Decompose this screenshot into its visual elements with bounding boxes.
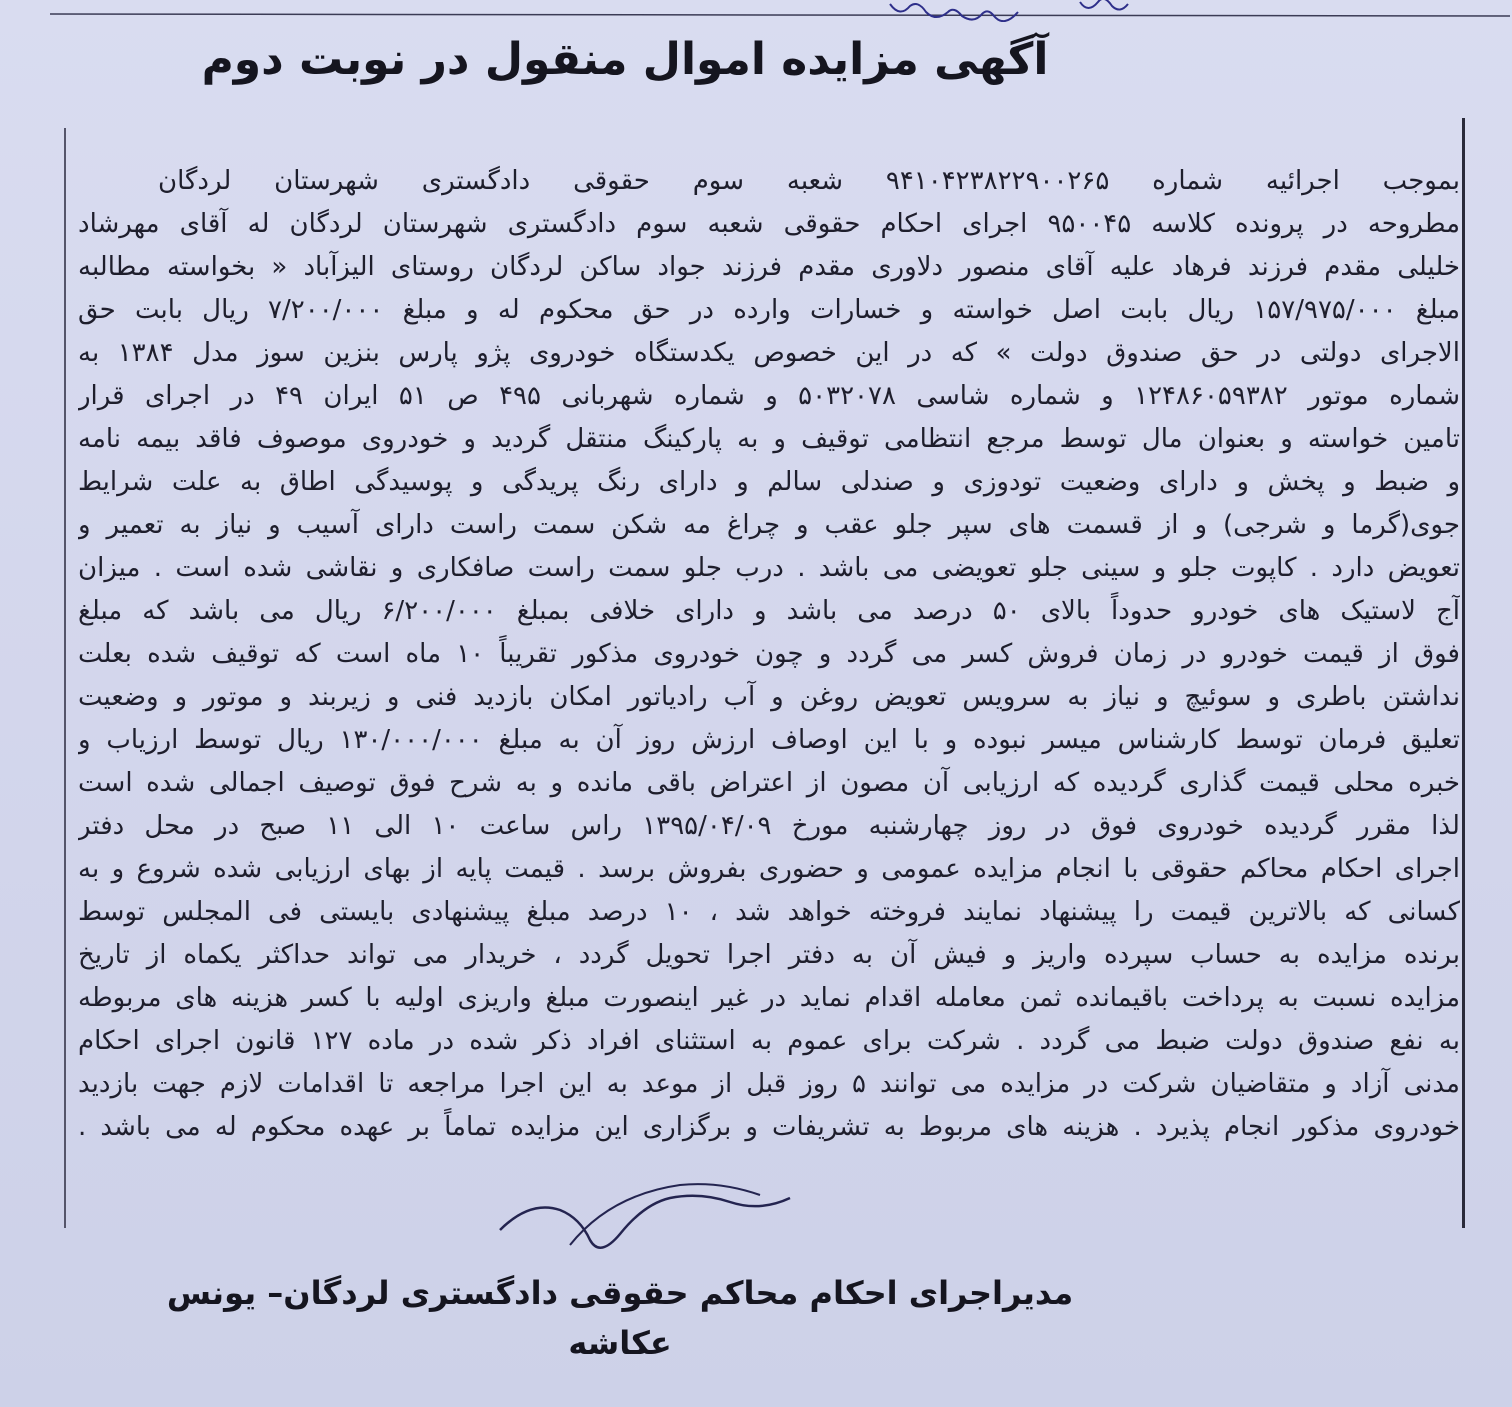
body-line: کسانی که بالاترین قیمت را پیشنهاد نمایند فروخته خواهد شد ، ۱۰ درصد مبلغ پیشنهادی بایستی فی المجلس توسط (78, 897, 1460, 927)
body-line: جوی(گرما و شرجی) و از قسمت های سپر جلو عقب و چراغ مه شکن سمت راست دارای آسیب و نیاز به تعمیر و (78, 510, 1460, 540)
body-line: لذا مقرر گردیده خودروی فوق در روز چهارشنبه مورخ ۱۳۹۵/۰۴/۰۹ راس ساعت ۱۰ الی ۱۱ صبح در محل دفتر (78, 811, 1460, 841)
body-line: فوق از قیمت خودرو در زمان فروش کسر می گردد و چون خودروی مذکور تقریباً ۱۰ ماه است که توقیف شده بعلت (78, 639, 1460, 669)
body-line: تعویض دارد . کاپوت جلو و سینی جلو تعویضی می باشد . درب جلو سمت راست صافکاری و نقاشی شده است . میزان (78, 553, 1460, 583)
body-line: و ضبط و پخش و دارای وضعیت تودوزی و صندلی سالم و دارای رنگ پریدگی و پوسیدگی اطاق به علت شرایط (78, 467, 1460, 497)
handwriting-scribble (50, 0, 1510, 22)
notice-title: آگهی مزایده اموال منقول در نوبت دوم (201, 34, 1049, 85)
body-line: خودروی مذکور انجام پذیرد . هزینه های مربوط به تشریفات و برگزاری این مزایده تماماً بر عهده محکوم له می باشد . (78, 1112, 1460, 1142)
body-line: آج لاستیک های خودرو حدوداً بالای ۵۰ درصد می باشد و دارای خلافی بمبلغ ۶/۲۰۰/۰۰۰ ریال می باشد که مبلغ (78, 596, 1460, 626)
footer-signatory: مدیراجرای احکام محاکم حقوقی دادگستری لردگان– یونس عکاشه (166, 1274, 1074, 1362)
body-line: مزایده نسبت به پرداخت باقیمانده ثمن معامله اقدام نماید در غیر اینصورت مبلغ واریزی اولیه با کسر هزینه های مربوطه (78, 983, 1460, 1013)
body-line: به نفع صندوق دولت ضبط می گردد . شرکت برای عموم به استثنای افراد ذکر شده در ماده ۱۲۷ قانون اجرای احکام (78, 1026, 1460, 1056)
body-line: مدنی آزاد و متقاضیان شرکت در مزایده می توانند ۵ روز قبل از موعد به این اجرا مراجعه تا اقدامات لازم جهت بازدید (78, 1069, 1460, 1099)
body-line: نداشتن باطری و سوئیچ و نیاز به سرویس تعویض روغن و آب رادیاتور امکان بازدید فنی و زیربند و موتور و وضعیت (78, 682, 1460, 712)
frame-right-border (1462, 118, 1465, 1228)
body-line: اجرای احکام محاکم حقوقی با انجام مزایده عمومی و حضوری بفروش برسد . قیمت پایه از بهای ارزیابی شده شروع و به (78, 854, 1460, 884)
body-line: مطروحه در پرونده کلاسه ۹۵۰۰۴۵ اجرای احکام حقوقی شعبه سوم دادگستری شهرستان لردگان له آقای مهرشاد (78, 209, 1460, 239)
body-line: تعلیق فرمان توسط کارشناس میسر نبوده و با این اوصاف ارزش روز آن به مبلغ ۱۳۰/۰۰۰/۰۰۰ ریال توسط ارزیاب و (78, 725, 1460, 755)
body-line: خلیلی مقدم فرزند فرهاد علیه آقای منصور دلاوری مقدم فرزند جواد ساکن لردگان روستای الیزآباد « بخواسته مطالبه (78, 252, 1460, 282)
notice-body (78, 160, 1460, 1149)
body-line: مبلغ ۱۵۷/۹۷۵/۰۰۰ ریال بابت اصل خواسته و خسارات وارده در حق محکوم له و مبلغ ۷/۲۰۰/۰۰۰ ریال بابت حق (78, 295, 1460, 325)
body-line: خبره محلی قیمت گذاری گردیده که ارزیابی آن مصون از اعتراض باقی مانده و به شرح فوق توصیف اجمالی شده است (78, 768, 1460, 798)
body-line: شماره موتور ۱۲۴۸۶۰۵۹۳۸۲ و شماره شاسی ۵۰۳۲۰۷۸ و شماره شهربانی ۴۹۵ ص ۵۱ ایران ۴۹ در اجرای قرار (78, 381, 1460, 411)
body-line: بموجب اجرائیه شماره ۹۴۱۰۴۲۳۸۲۲۹۰۰۲۶۵ شعبه سوم حقوقی دادگستری شهرستان لردگان (158, 166, 1460, 196)
signature-scribble (480, 1160, 820, 1260)
body-line: تامین خواسته و بعنوان مال توسط مرجع انتظامی توقیف و به پارکینگ منتقل گردید و خودروی موصوف فاقد بیمه نامه (78, 424, 1460, 454)
body-line: الاجرای دولتی در حق صندوق دولت » که در این خصوص یکدستگاه خودروی پژو پارس بنزین سوز مدل ۱۳۸۴ به (78, 338, 1460, 368)
body-line: برنده مزایده به حساب سپرده واریز و فیش آن به دفتر اجرا تحویل گردد ، خریدار می تواند حداکثر یکماه از تاریخ (78, 940, 1460, 970)
frame-left-border (64, 128, 66, 1228)
